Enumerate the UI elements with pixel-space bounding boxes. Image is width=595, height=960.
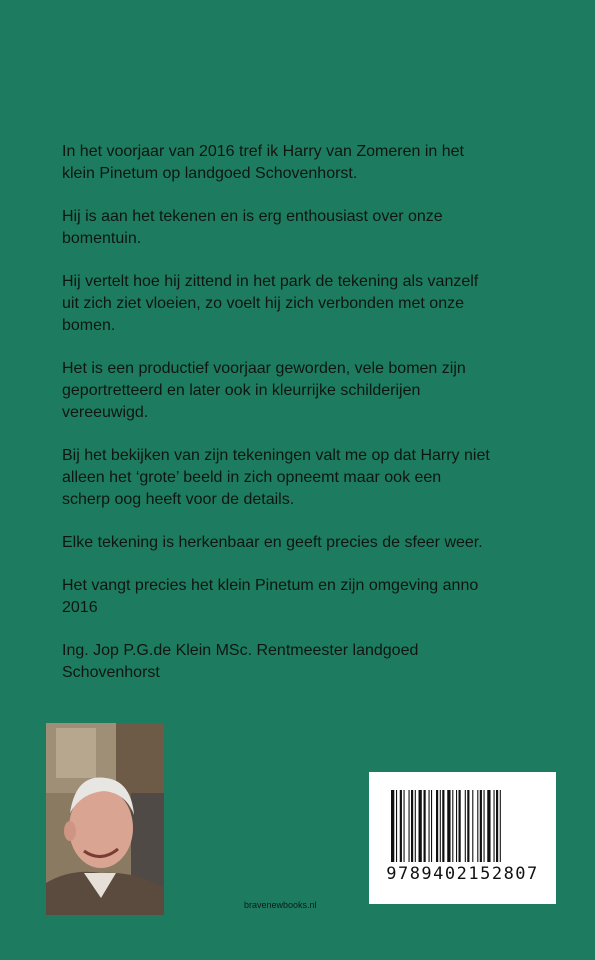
barcode-bar: [496, 790, 498, 862]
barcode-bar: [409, 790, 410, 862]
barcode-bar: [447, 790, 450, 862]
barcode-image: [389, 790, 536, 862]
barcode-bar: [415, 790, 416, 862]
barcode-bar: [472, 790, 473, 862]
barcode-bar: [480, 790, 482, 862]
barcode-bar: [452, 790, 453, 862]
author-photo: [46, 723, 164, 915]
barcode-bar: [442, 790, 444, 862]
barcode-bar: [459, 790, 461, 862]
barcode-bar: [467, 790, 469, 862]
blurb-paragraph: Hij vertelt hoe hij zittend in het park de tekening als vanzelf uit zich ziet vloeien, zo voelt hij zich verbonden met onze bomen.: [62, 273, 479, 334]
barcode-bar: [436, 790, 438, 862]
barcode-bar: [440, 790, 441, 862]
barcode-bar: [424, 790, 426, 862]
barcode-bar: [487, 790, 490, 862]
barcode-bar: [400, 790, 402, 862]
barcode-bar: [411, 790, 413, 862]
blurb-paragraph: Bij het bekijken van zijn tekeningen valt me op dat Harry niet alleen het ‘grote’ beeld in zich opneemt maar ook een scherp oog heeft voor de details.: [62, 447, 490, 508]
barcode-bar: [500, 790, 501, 862]
author-portrait-image: [46, 723, 164, 915]
blurb-paragraph: Hij is aan het tekenen en is erg enthousiast over onze bomentuin.: [62, 208, 443, 247]
isbn-barcode: [369, 772, 556, 904]
barcode-bar: [465, 790, 466, 862]
blurb-paragraph: Het vangt precies het klein Pinetum en zijn omgeving anno 2016: [62, 577, 479, 616]
barcode-bar: [419, 790, 422, 862]
barcode-bar: [396, 790, 397, 862]
barcode-bar: [391, 790, 394, 862]
publisher-name: bravenewbooks.nl: [244, 900, 317, 910]
barcode-bar: [404, 790, 405, 862]
barcode-bar: [429, 790, 430, 862]
barcode-bar: [456, 790, 457, 862]
barcode-bar: [494, 790, 495, 862]
blurb-text: [62, 141, 542, 705]
barcode-bar: [484, 790, 485, 862]
author-signature: Ing. Jop P.G.de Klein MSc. Rentmeester landgoed Schovenhorst: [62, 642, 419, 681]
isbn-number: 9789402152807: [386, 864, 539, 884]
blurb-paragraph: Elke tekening is herkenbaar en geeft precies de sfeer weer.: [62, 534, 483, 551]
blurb-paragraph: In het voorjaar van 2016 tref ik Harry van Zomeren in het klein Pinetum op landgoed Schovenhorst.: [62, 143, 464, 182]
barcode-bar: [477, 790, 478, 862]
blurb-paragraph: Het is een productief voorjaar geworden, vele bomen zijn geportretteerd en later ook in kleurrijke schilderijen vereeuwigd.: [62, 360, 466, 421]
barcode-bar: [431, 790, 432, 862]
